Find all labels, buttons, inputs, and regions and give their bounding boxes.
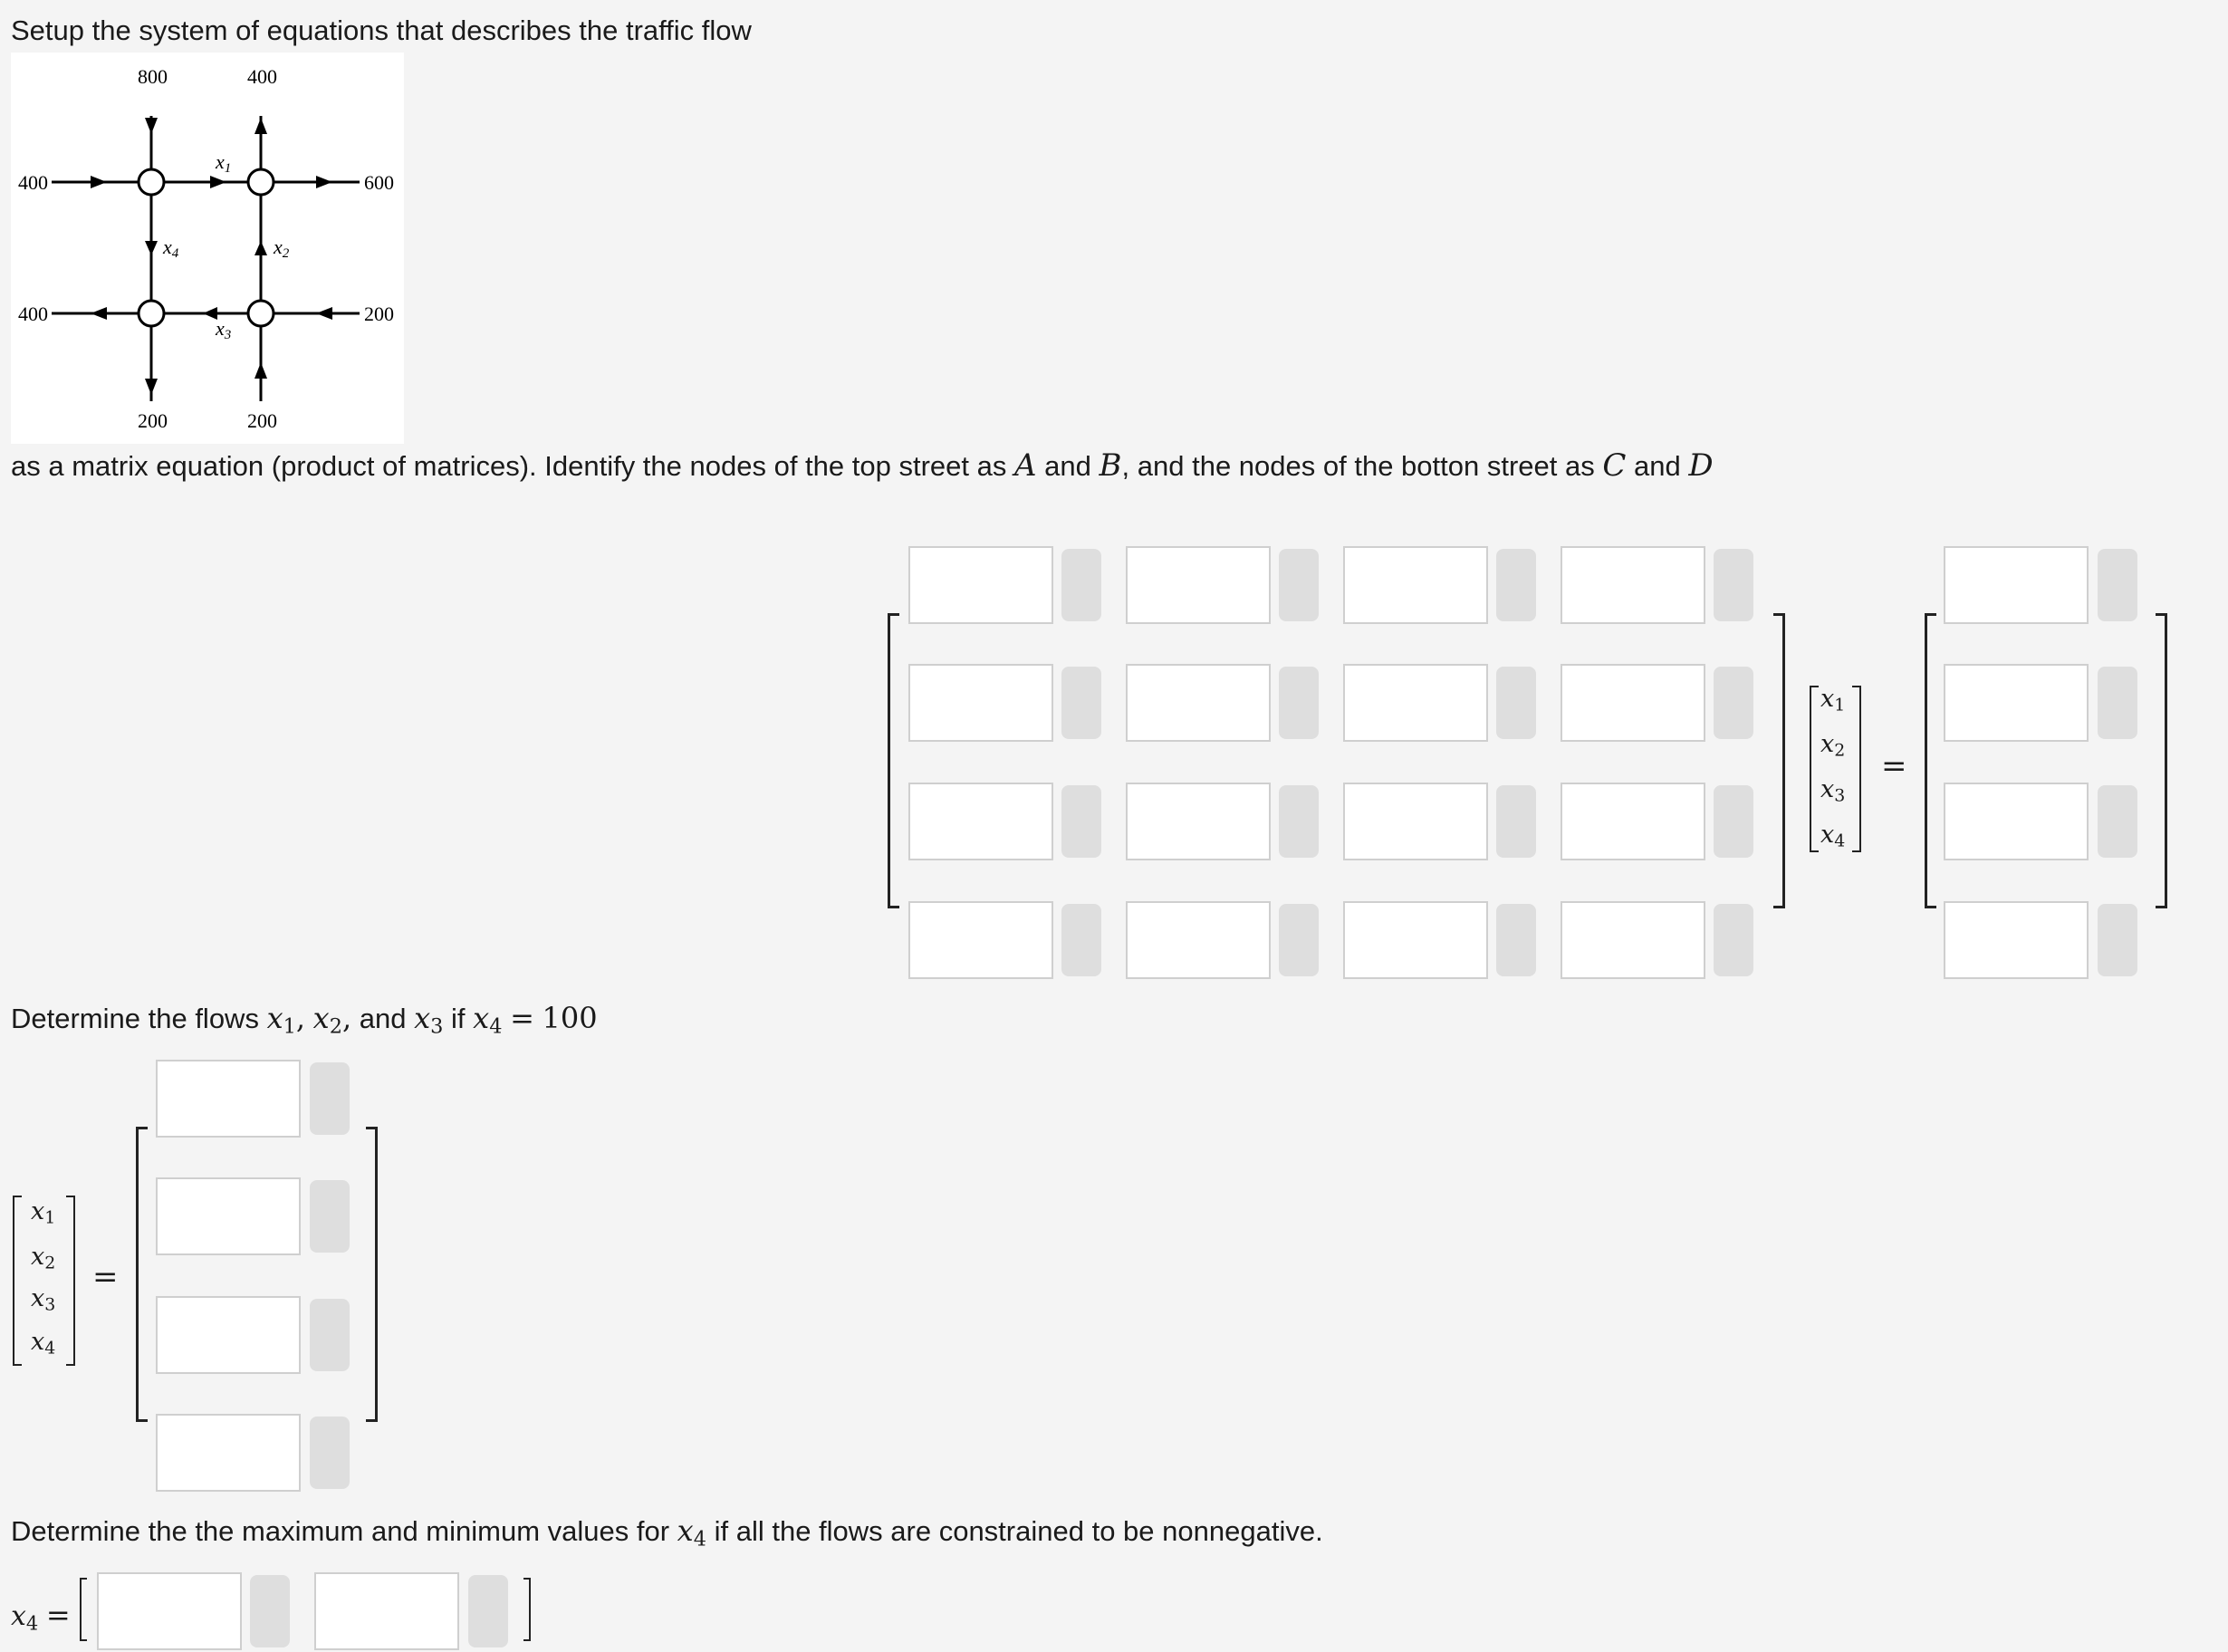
question-instruction: as a matrix equation (product of matrices). Identify the nodes of the top street as A and B, and the nodes of the botton street as C and D	[11, 447, 1714, 484]
coefficient-input-r1c2[interactable]	[1126, 546, 1271, 624]
answer-status-indicator	[1279, 785, 1319, 858]
answer-status-indicator	[310, 1062, 350, 1135]
coefficient-input-r1c4[interactable]	[1561, 546, 1705, 624]
label-top-right-out: 400	[247, 65, 277, 88]
label-right-top-out: 600	[364, 171, 394, 194]
label-left-top-in: 400	[18, 171, 48, 194]
coefficient-matrix-right-bracket	[1773, 613, 1785, 908]
label-right-bottom-in: 200	[364, 303, 394, 325]
arrow-400-out	[254, 118, 267, 134]
x4-range-left-bracket	[80, 1578, 87, 1641]
answer-status-indicator	[310, 1417, 350, 1489]
label-x2: x2	[274, 235, 290, 261]
label-bottom-left-out: 200	[138, 409, 168, 432]
traffic-flow-diagram	[11, 53, 404, 444]
rhs-input-row1[interactable]	[1944, 546, 2089, 624]
answer-status-indicator	[1061, 904, 1101, 976]
arrow-400-in-top	[91, 176, 107, 188]
flow-input-x3[interactable]	[156, 1296, 301, 1374]
x4-range-right-bracket	[523, 1578, 531, 1641]
answer-status-indicator	[2098, 785, 2137, 858]
node-d-label: D	[1688, 447, 1714, 484]
answer-status-indicator	[1714, 667, 1753, 739]
label-bottom-right-in: 200	[247, 409, 277, 432]
coefficient-input-r4c3[interactable]	[1343, 901, 1488, 979]
rhs-vector-left-bracket	[1925, 613, 1936, 908]
arrow-x1	[210, 176, 226, 188]
answer-status-indicator	[1279, 904, 1319, 976]
flow-input-x2[interactable]	[156, 1177, 301, 1255]
answer-status-indicator	[1061, 785, 1101, 858]
arrow-x2	[254, 241, 267, 255]
flows-vector-left-bracket	[136, 1127, 148, 1422]
coefficient-input-r4c1[interactable]	[908, 901, 1053, 979]
label-x1: x1	[216, 150, 232, 176]
answer-status-indicator	[1279, 667, 1319, 739]
coefficient-input-r1c1[interactable]	[908, 546, 1053, 624]
node-a-label: A	[1013, 447, 1037, 484]
answer-status-indicator	[1496, 904, 1536, 976]
flows-vector-right-bracket	[366, 1127, 378, 1422]
flow-variable-vector-right-bracket	[66, 1196, 75, 1366]
answer-status-indicator	[310, 1180, 350, 1253]
arrow-200-out-bottom	[145, 379, 158, 395]
variable-vector: $x_1$ $x_2$ $x_3$ $x_4$	[1820, 685, 1846, 851]
flow-variable-vector-left-bracket	[13, 1196, 22, 1366]
coefficient-matrix-left-bracket	[888, 613, 899, 908]
label-left-bottom-out: 400	[18, 303, 48, 325]
coefficient-input-r1c3[interactable]	[1343, 546, 1488, 624]
answer-status-indicator	[468, 1575, 508, 1647]
x4-max-input[interactable]	[97, 1572, 242, 1650]
answer-status-indicator	[310, 1299, 350, 1371]
coefficient-input-r4c2[interactable]	[1126, 901, 1271, 979]
rhs-vector-right-bracket	[2156, 613, 2167, 908]
answer-status-indicator	[1714, 549, 1753, 621]
rhs-input-row3[interactable]	[1944, 783, 2089, 860]
arrow-600-out	[316, 176, 332, 188]
x4-min-input[interactable]	[314, 1572, 459, 1650]
question-intro: Setup the system of equations that describes the traffic flow	[11, 14, 752, 46]
arrow-x4	[145, 241, 158, 255]
answer-status-indicator	[1714, 785, 1753, 858]
coefficient-input-r2c4[interactable]	[1561, 664, 1705, 742]
node-b-label: B	[1099, 447, 1122, 484]
flow-input-x4[interactable]	[156, 1414, 301, 1492]
node-a	[139, 169, 164, 195]
answer-status-indicator	[1061, 667, 1101, 739]
equals-sign: =	[1881, 748, 1907, 784]
arrow-200-in-bottom	[254, 362, 267, 379]
arrow-800-in	[145, 118, 158, 134]
x4-range-label: $x_4$ =	[11, 1598, 71, 1635]
part2-prompt: Determine the flows $x_1$, $x_2$, and $x_3$ if $x_4 = 100$	[11, 1001, 598, 1039]
rhs-input-row2[interactable]	[1944, 664, 2089, 742]
coefficient-input-r3c3[interactable]	[1343, 783, 1488, 860]
part3-prompt: Determine the the maximum and minimum values for $x_4$ if all the flows are constrained to be nonnegative.	[11, 1513, 1323, 1551]
label-top-left-in: 800	[138, 65, 168, 88]
node-b	[248, 169, 274, 195]
answer-status-indicator	[1496, 667, 1536, 739]
flow-variable-vector: $x_1$ $x_2$ $x_3$ $x_4$	[31, 1197, 56, 1359]
answer-status-indicator	[1714, 904, 1753, 976]
label-x4: x4	[163, 235, 179, 261]
node-d	[248, 301, 274, 326]
coefficient-input-r4c4[interactable]	[1561, 901, 1705, 979]
equals-sign: =	[92, 1259, 119, 1295]
answer-status-indicator	[1496, 785, 1536, 858]
coefficient-input-r3c4[interactable]	[1561, 783, 1705, 860]
answer-status-indicator	[1061, 549, 1101, 621]
coefficient-input-r2c1[interactable]	[908, 664, 1053, 742]
answer-status-indicator	[1496, 549, 1536, 621]
label-x3: x3	[216, 317, 232, 342]
answer-status-indicator	[2098, 549, 2137, 621]
arrow-400-out-bottom	[91, 307, 107, 320]
node-c	[139, 301, 164, 326]
answer-status-indicator	[250, 1575, 290, 1647]
answer-status-indicator	[2098, 904, 2137, 976]
arrow-200-in-right	[316, 307, 332, 320]
coefficient-input-r3c2[interactable]	[1126, 783, 1271, 860]
answer-status-indicator	[1279, 549, 1319, 621]
variable-vector-left-bracket	[1810, 686, 1819, 852]
coefficient-input-r2c2[interactable]	[1126, 664, 1271, 742]
coefficient-input-r3c1[interactable]	[908, 783, 1053, 860]
node-c-label: C	[1602, 447, 1627, 484]
answer-status-indicator	[2098, 667, 2137, 739]
coefficient-input-r2c3[interactable]	[1343, 664, 1488, 742]
flow-input-x1[interactable]	[156, 1060, 301, 1138]
rhs-input-row4[interactable]	[1944, 901, 2089, 979]
